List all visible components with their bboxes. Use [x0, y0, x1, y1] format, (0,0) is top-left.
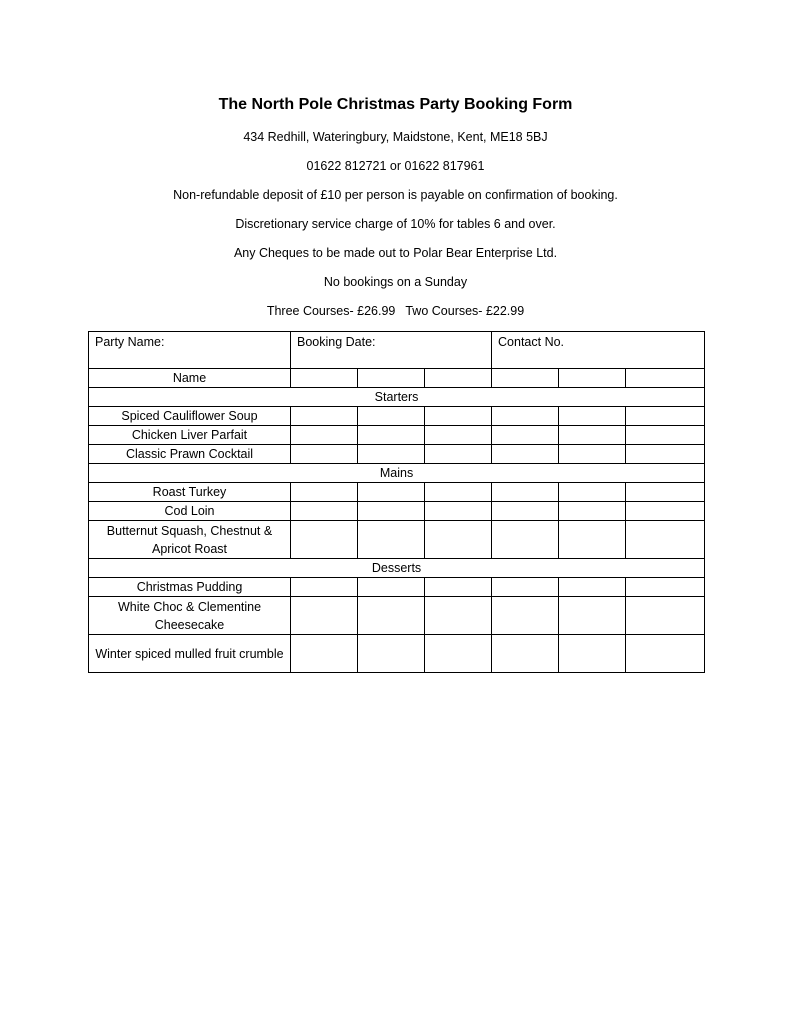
selection-cell[interactable] — [626, 407, 705, 426]
menu-item-label: Winter spiced mulled fruit crumble — [89, 635, 291, 673]
menu-row — [89, 445, 705, 464]
selection-cell[interactable] — [626, 597, 705, 635]
selection-cell[interactable] — [425, 578, 492, 597]
selection-cell[interactable] — [492, 445, 559, 464]
selection-cell[interactable] — [291, 445, 358, 464]
section-title-starters: Starters — [89, 388, 705, 407]
guest-name-cell[interactable] — [559, 369, 626, 388]
selection-cell[interactable] — [358, 578, 425, 597]
selection-cell[interactable] — [559, 521, 626, 559]
party-name-label: Party Name: — [95, 335, 165, 349]
selection-cell[interactable] — [358, 426, 425, 445]
menu-row — [89, 597, 705, 635]
selection-cell[interactable] — [559, 635, 626, 673]
contact-label: Contact No. — [498, 335, 565, 349]
menu-item-label: Classic Prawn Cocktail — [89, 445, 291, 464]
selection-cell[interactable] — [492, 635, 559, 673]
selection-cell[interactable] — [559, 445, 626, 464]
selection-cell[interactable] — [291, 521, 358, 559]
booking-date-label: Booking Date: — [297, 335, 376, 349]
sunday-text: No bookings on a Sunday — [323, 275, 468, 289]
selection-cell[interactable] — [291, 407, 358, 426]
selection-cell[interactable] — [425, 502, 492, 521]
selection-cell[interactable] — [358, 483, 425, 502]
name-label: Name — [89, 369, 291, 388]
guest-name-cell[interactable] — [492, 369, 559, 388]
section-title-desserts: Desserts — [89, 559, 705, 578]
selection-cell[interactable] — [626, 483, 705, 502]
selection-cell[interactable] — [559, 597, 626, 635]
menu-row — [89, 521, 705, 559]
cheques-text: Any Cheques to be made out to Polar Bear Enterprise Ltd. — [233, 246, 558, 260]
two-courses-price: Two Courses- £22.99 — [405, 304, 525, 318]
selection-cell[interactable] — [626, 445, 705, 464]
phone-text: 01622 812721 or 01622 817961 — [306, 159, 485, 173]
selection-cell[interactable] — [492, 597, 559, 635]
guest-name-cell[interactable] — [626, 369, 705, 388]
selection-cell[interactable] — [492, 578, 559, 597]
service-charge-text: Discretionary service charge of 10% for tables 6 and over. — [235, 217, 556, 231]
selection-cell[interactable] — [358, 407, 425, 426]
menu-item-label: Roast Turkey — [89, 483, 291, 502]
guest-name-cell[interactable] — [291, 369, 358, 388]
menu-item-label: Chicken Liver Parfait — [89, 426, 291, 445]
party-details-row — [89, 332, 705, 369]
deposit-text: Non-refundable deposit of £10 per person is payable on confirmation of booking. — [173, 188, 618, 202]
selection-cell[interactable] — [291, 597, 358, 635]
page-title: The North Pole Christmas Party Booking Form — [218, 96, 573, 113]
selection-cell[interactable] — [291, 578, 358, 597]
address-text: 434 Redhill, Wateringbury, Maidstone, Kent, ME18 5BJ — [243, 130, 548, 144]
selection-cell[interactable] — [358, 635, 425, 673]
selection-cell[interactable] — [492, 407, 559, 426]
selection-cell[interactable] — [626, 426, 705, 445]
selection-cell[interactable] — [291, 502, 358, 521]
selection-cell[interactable] — [425, 445, 492, 464]
guest-name-cell[interactable] — [358, 369, 425, 388]
section-row-starters — [89, 388, 705, 407]
form-header — [0, 94, 791, 326]
menu-item-label: Cod Loin — [89, 502, 291, 521]
selection-cell[interactable] — [492, 483, 559, 502]
selection-cell[interactable] — [358, 445, 425, 464]
menu-item-label: Christmas Pudding — [89, 578, 291, 597]
selection-cell[interactable] — [425, 521, 492, 559]
selection-cell[interactable] — [559, 578, 626, 597]
menu-row — [89, 578, 705, 597]
selection-cell[interactable] — [291, 483, 358, 502]
selection-cell[interactable] — [291, 426, 358, 445]
selection-cell[interactable] — [425, 597, 492, 635]
menu-row — [89, 407, 705, 426]
name-row — [89, 369, 705, 388]
selection-cell[interactable] — [626, 578, 705, 597]
menu-row — [89, 483, 705, 502]
selection-cell[interactable] — [559, 426, 626, 445]
menu-item-label: Spiced Cauliflower Soup — [89, 407, 291, 426]
selection-cell[interactable] — [559, 483, 626, 502]
selection-cell[interactable] — [559, 502, 626, 521]
selection-cell[interactable] — [425, 635, 492, 673]
selection-cell[interactable] — [559, 407, 626, 426]
section-row-desserts — [89, 559, 705, 578]
selection-cell[interactable] — [626, 521, 705, 559]
contact-cell[interactable] — [492, 332, 705, 369]
selection-cell[interactable] — [492, 502, 559, 521]
selection-cell[interactable] — [358, 521, 425, 559]
party-name-cell[interactable] — [89, 332, 291, 369]
three-courses-price: Three Courses- £26.99 — [266, 304, 396, 318]
selection-cell[interactable] — [492, 426, 559, 445]
selection-cell[interactable] — [425, 407, 492, 426]
menu-item-label: Butternut Squash, Chestnut & Apricot Roast — [89, 521, 291, 559]
booking-date-cell[interactable] — [291, 332, 492, 369]
menu-row — [89, 426, 705, 445]
selection-cell[interactable] — [358, 502, 425, 521]
selection-cell[interactable] — [492, 521, 559, 559]
menu-row — [89, 502, 705, 521]
menu-row — [89, 635, 705, 673]
selection-cell[interactable] — [425, 483, 492, 502]
section-title-mains: Mains — [89, 464, 705, 483]
selection-cell[interactable] — [358, 597, 425, 635]
guest-name-cell[interactable] — [425, 369, 492, 388]
price-text — [0, 297, 791, 326]
selection-cell[interactable] — [626, 502, 705, 521]
selection-cell[interactable] — [425, 426, 492, 445]
booking-table — [88, 331, 705, 673]
selection-cell[interactable] — [291, 635, 358, 673]
section-row-mains — [89, 464, 705, 483]
menu-item-label: White Choc & Clementine Cheesecake — [89, 597, 291, 635]
selection-cell[interactable] — [626, 635, 705, 673]
